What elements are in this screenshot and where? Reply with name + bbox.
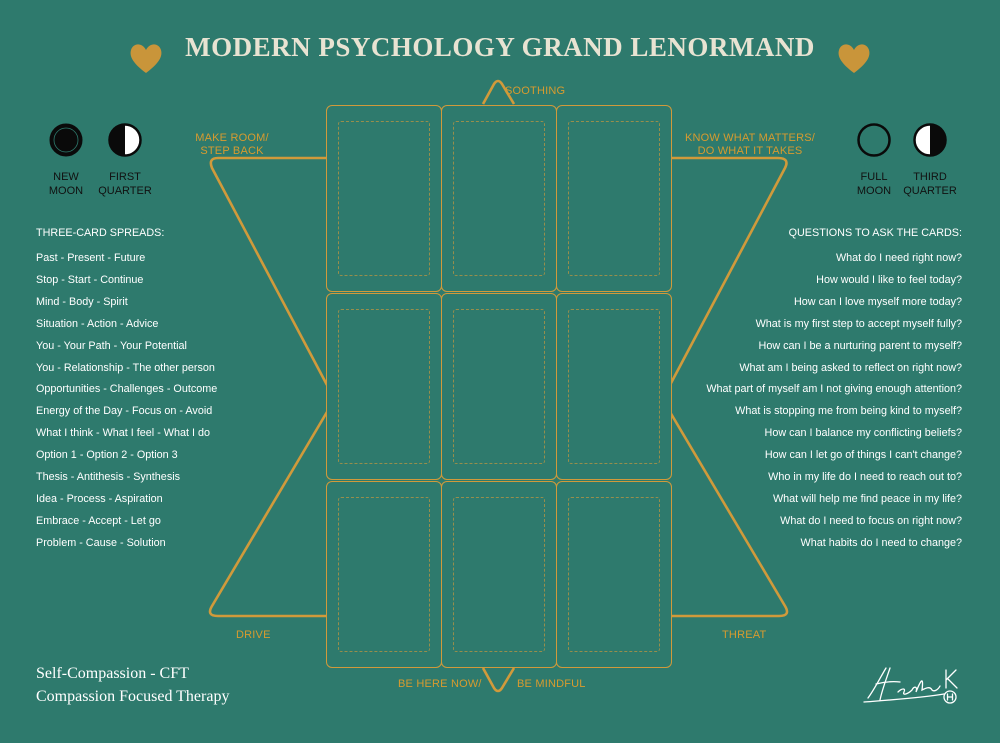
list-item: Past - Present - Future bbox=[36, 252, 146, 264]
footer-line-1: Self-Compassion - CFT bbox=[36, 665, 189, 682]
list-item: Thesis - Antithesis - Synthesis bbox=[36, 471, 181, 484]
list-item: Idea - Process - Aspiration bbox=[36, 492, 163, 505]
moon-label-line: NEW bbox=[53, 171, 79, 183]
list-item: Energy of the Day - Focus on - Avoid bbox=[36, 405, 213, 418]
card-slot-3[interactable] bbox=[556, 105, 672, 292]
list-item: What am I being asked to reflect on right now? bbox=[739, 361, 962, 374]
label-drive: DRIVE bbox=[236, 629, 271, 641]
moon-label-line: FULL bbox=[860, 171, 888, 183]
list-item: What do I need right now? bbox=[835, 252, 962, 264]
list-item: Problem - Cause - Solution bbox=[36, 536, 166, 549]
moon-label-line: FIRST bbox=[109, 171, 141, 183]
list-item: What I think - What I feel - What I do bbox=[36, 427, 211, 440]
footer-text bbox=[36, 662, 229, 708]
spreads-title: THREE-CARD SPREADS: bbox=[36, 227, 165, 239]
card-slot-5[interactable] bbox=[441, 293, 557, 480]
label-line: MAKE ROOM/ bbox=[195, 132, 269, 144]
list-item: Who in my life do I need to reach out to? bbox=[768, 471, 962, 484]
list-item: How can I be a nurturing parent to myself? bbox=[758, 339, 962, 352]
questions-list bbox=[706, 226, 962, 555]
list-item: Opportunities - Challenges - Outcome bbox=[36, 383, 218, 396]
list-item: What will help me find peace in my life? bbox=[772, 492, 962, 505]
list-item: How would I like to feel today? bbox=[816, 273, 962, 286]
label-line: DO WHAT IT TAKES bbox=[697, 145, 803, 157]
list-item: How can I balance my conflicting beliefs? bbox=[764, 427, 962, 440]
list-item: You - Relationship - The other person bbox=[36, 361, 215, 374]
list-item: How can I let go of things I can't change? bbox=[764, 449, 962, 462]
card-slot-9[interactable] bbox=[556, 481, 672, 668]
card-slot-4[interactable] bbox=[326, 293, 442, 480]
list-item: Embrace - Accept - Let go bbox=[36, 514, 161, 527]
card-slot-1[interactable] bbox=[326, 105, 442, 292]
moon-label-line: QUARTER bbox=[903, 185, 957, 197]
label-be-here-now: BE HERE NOW/ bbox=[398, 678, 482, 690]
footer-line-2: Compassion Focused Therapy bbox=[36, 688, 230, 705]
list-item: What part of myself am I not giving enough attention? bbox=[706, 383, 962, 396]
card-slot-2[interactable] bbox=[441, 105, 557, 292]
card-slot-7[interactable] bbox=[326, 481, 442, 668]
questions-title: QUESTIONS TO ASK THE CARDS: bbox=[788, 227, 962, 239]
label-line: KNOW WHAT MATTERS/ bbox=[684, 132, 816, 144]
three-card-spreads-list bbox=[36, 226, 217, 555]
list-item: Situation - Action - Advice bbox=[36, 317, 159, 330]
label-be-mindful: BE MINDFUL bbox=[517, 678, 586, 690]
moon-label-line: MOON bbox=[856, 185, 892, 197]
signature-logo bbox=[860, 660, 964, 706]
list-item: What is stopping me from being kind to myself? bbox=[735, 405, 962, 418]
moon-label-line: THIRD bbox=[913, 171, 947, 183]
list-item: How can I love myself more today? bbox=[793, 295, 962, 308]
moon-label-line: MOON bbox=[48, 185, 84, 197]
page-title: MODERN PSYCHOLOGY GRAND LENORMAND bbox=[185, 32, 815, 62]
list-item: What do I need to focus on right now? bbox=[780, 514, 962, 527]
list-item: Option 1 - Option 2 - Option 3 bbox=[36, 449, 178, 462]
card-slot-8[interactable] bbox=[441, 481, 557, 668]
list-item: You - Your Path - Your Potential bbox=[36, 339, 187, 352]
label-make-room bbox=[182, 132, 282, 158]
list-item: What habits do I need to change? bbox=[800, 536, 962, 549]
label-threat: THREAT bbox=[722, 629, 767, 641]
moon-label-line: QUARTER bbox=[98, 185, 152, 197]
label-line: STEP BACK bbox=[200, 145, 264, 157]
label-know-what-matters bbox=[675, 132, 825, 158]
label-soothing: SOOTHING bbox=[505, 85, 566, 97]
card-slot-6[interactable] bbox=[556, 293, 672, 480]
list-item: Stop - Start - Continue bbox=[36, 273, 144, 286]
list-item: What is my first step to accept myself fully? bbox=[755, 317, 962, 330]
list-item: Mind - Body - Spirit bbox=[36, 295, 128, 308]
